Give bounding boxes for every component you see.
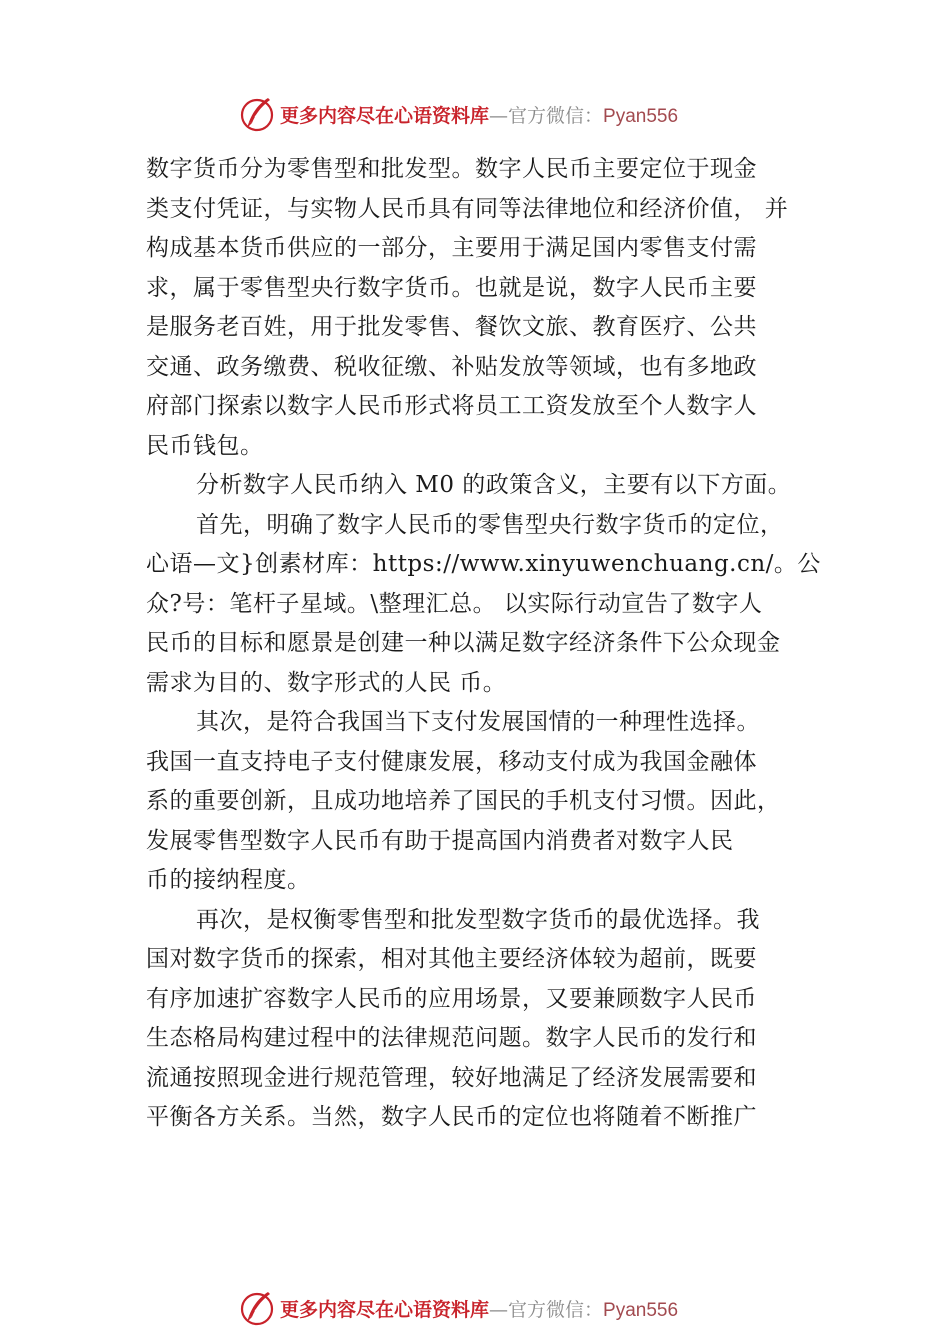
- text-line: 是服务老百姓，用于批发零售、餐饮文旅、教育医疗、公共: [146, 314, 757, 340]
- text-line: 民币的目标和愿景是创建一种以满足数字经济条件下公众现金: [146, 630, 781, 656]
- header-banner: [238, 95, 738, 135]
- article-body: [146, 150, 846, 1138]
- text-line: 其次，是符合我国当下支付发展国情的一种理性选择。: [196, 709, 760, 735]
- text-line: 系的重要创新，且成功地培养了国民的手机支付习惯。因此，: [146, 788, 781, 814]
- text-line: 币的接纳程度。: [146, 867, 311, 893]
- banner-wechat-id: Pyan556: [603, 1300, 679, 1321]
- banner-label: 官方微信：: [508, 1299, 604, 1321]
- text-line: 数字货币分为零售型和批发型。数字人民币主要定位于现金: [146, 156, 757, 182]
- text-line: 类支付凭证，与实物人民币具有同等法律地位和经济价值， 并: [146, 195, 789, 222]
- text-line: 交通、政务缴费、税收征缴、补贴发放等领域，也有多地政: [146, 353, 757, 380]
- banner-title: 更多内容尽在心语资料库: [280, 1299, 490, 1321]
- quill-pen-logo-icon: [238, 1289, 276, 1327]
- banner-separator: —: [489, 1299, 509, 1321]
- text-line: 生态格局构建过程中的法律规范问题。数字人民币的发行和: [146, 1025, 757, 1051]
- text-line: 需求为目的、数字形式的人民 币。: [146, 669, 507, 696]
- banner-text: [280, 1295, 678, 1322]
- footer-banner: [238, 1289, 738, 1329]
- banner-wechat-id: Pyan556: [603, 106, 679, 127]
- text-line: 流通按照现金进行规范管理，较好地满足了经济发展需要和: [146, 1064, 757, 1091]
- text-line: 构成基本货币供应的一部分，主要用于满足国内零售支付需: [146, 235, 757, 261]
- banner-title: 更多内容尽在心语资料库: [280, 105, 490, 127]
- text-line: 心语—文}创素材库：https://www.xinyuwenchuang.cn/。公: [146, 551, 821, 577]
- quill-pen-logo-icon: [238, 95, 276, 133]
- text-line: 求，属于零售型央行数字货币。也就是说，数字人民币主要: [146, 274, 757, 301]
- text-line: 有序加速扩容数字人民币的应用场景，又要兼顾数字人民币: [146, 985, 757, 1012]
- text-line: 民币钱包。: [146, 432, 264, 459]
- text-line: 再次，是权衡零售型和批发型数字货币的最优选择。我: [196, 906, 760, 933]
- text-line: 分析数字人民币纳入 M0 的政策含义，主要有以下方面。: [196, 472, 792, 498]
- banner-text: [280, 101, 678, 128]
- banner-separator: —: [489, 105, 509, 127]
- text-line: 首先，明确了数字人民币的零售型央行数字货币的定位，: [196, 511, 784, 538]
- text-line: 发展零售型数字人民币有助于提高国内消费者对数字人民: [146, 827, 734, 854]
- text-line: 平衡各方关系。当然，数字人民币的定位也将随着不断推广: [146, 1104, 757, 1130]
- text-line: 国对数字货币的探索，相对其他主要经济体较为超前，既要: [146, 946, 757, 972]
- text-line: 我国一直支持电子支付健康发展，移动支付成为我国金融体: [146, 748, 757, 775]
- banner-label: 官方微信：: [508, 105, 604, 127]
- text-line: 府部门探索以数字人民币形式将员工工资发放至个人数字人: [146, 393, 757, 419]
- text-line: 众?号：笔杆子星域。\整理汇总。 以实际行动宣告了数字人: [146, 590, 763, 617]
